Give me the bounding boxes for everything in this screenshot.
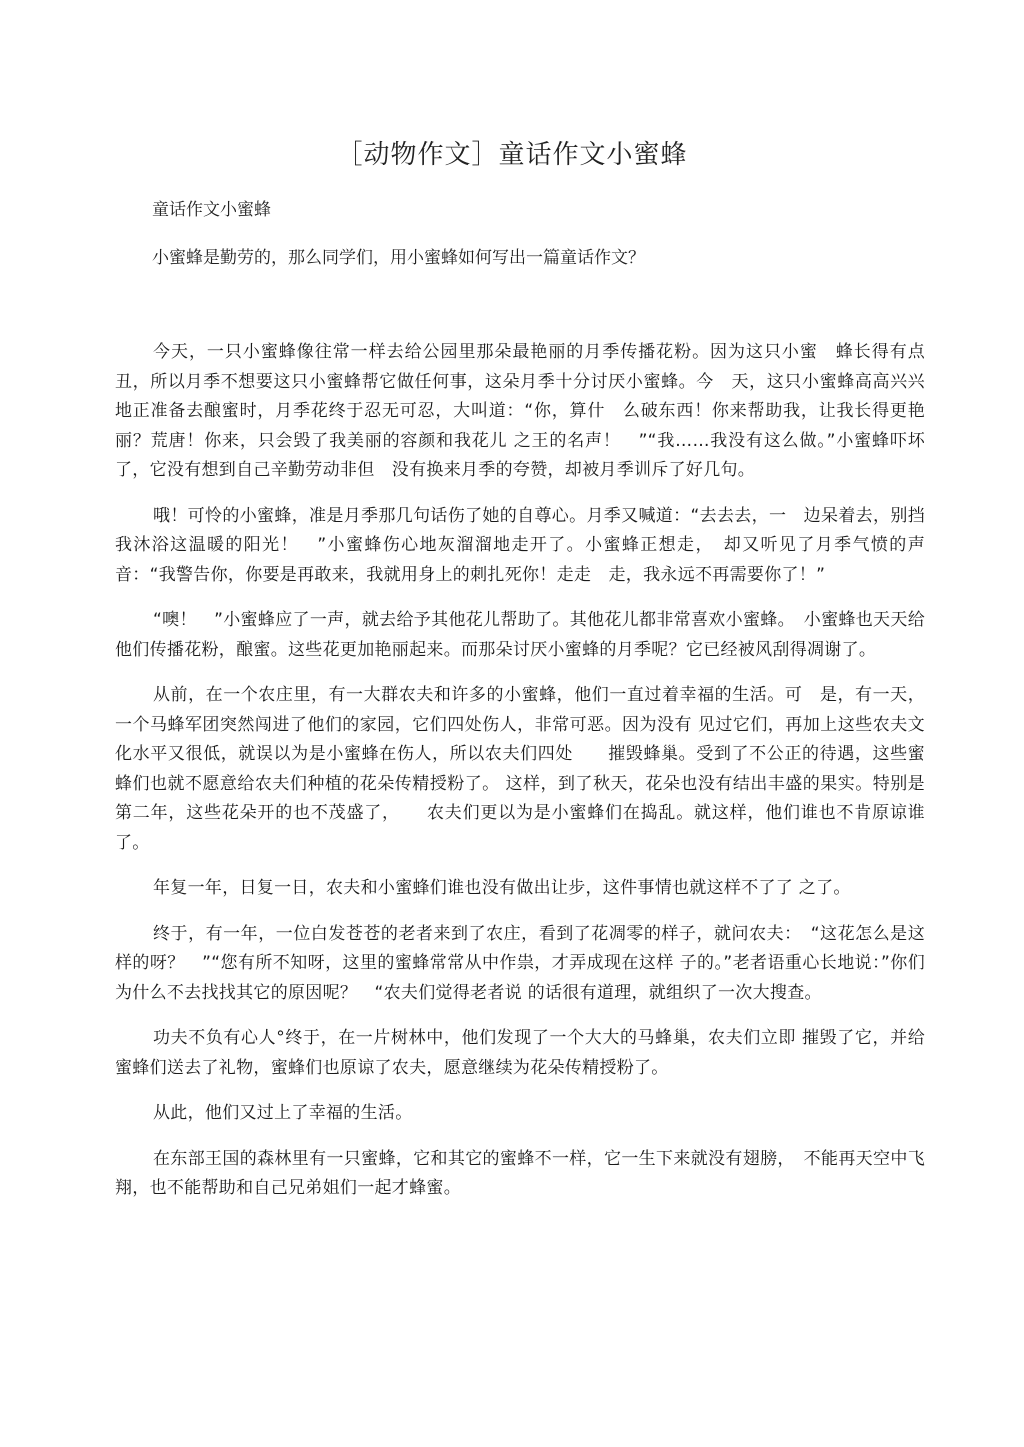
article-body (115, 338, 925, 1220)
paragraph-1: 今天，一只小蜜蜂像往常一样去给公园里那朵最艳丽的月季传播花粉。因为这只小蜜 蜂长得有点丑，所以月季不想要这只小蜜蜂帮它做任何事，这朵月季十分讨厌小蜜蜂。今 天，这只小蜜蜂高高兴兴地正准备去酿蜜时，月季花终于忍无可忍，大叫道：“你，算什 么破东西！你来帮助我，让我长得更艳丽？荒唐！你来，只会毁了我美丽的容颜和我花儿 之王的名声！ ”“我……我没有这么做。”小蜜蜂吓坏了，它没有想到自己辛勤劳动非但 没有换来月季的夸赞，却被月季训斥了好几句。 (115, 342, 925, 480)
intro-paragraph: 小蜜蜂是勤劳的，那么同学们，用小蜜蜂如何写出一篇童话作文？ (152, 248, 645, 268)
paragraph-2: 哦！可怜的小蜜蜂，准是月季那几句话伤了她的自尊心。月季又喊道：“去去去，一 边呆着去，别挡我沐浴这温暖的阳光！ ”小蜜蜂伤心地灰溜溜地走开了。小蜜蜂正想走， 却又听见了月季气愤的声音：“我警告你，你要是再敢来，我就用身上的刺扎死你！走走 走，我永远不再需要你了！” (115, 505, 925, 585)
paragraph-5: 年复一年，日复一日，农夫和小蜜蜂们谁也没有做出让步，这件事情也就这样不了了 之了。 (153, 878, 851, 898)
paragraph-8: 从此，他们又过上了幸福的生活。 (153, 1103, 413, 1123)
paragraph-7: 功夫不负有心人°终于，在一片树林中，他们发现了一个大大的马蜂巢，农夫们立即 摧毁了它，并给蜜蜂们送去了礼物，蜜蜂们也原谅了农夫，愿意继续为花朵传精授粉了。 (115, 1028, 925, 1078)
paragraph-3: “噢！ ”小蜜蜂应了一声，就去给予其他花儿帮助了。其他花儿都非常喜欢小蜜蜂。 小蜜蜂也天天给他们传播花粉，酿蜜。这些花更加艳丽起来。而那朵讨厌小蜜蜂的月季呢？它已经被风刮得凋谢了。 (115, 610, 925, 660)
paragraph-9: 在东部王国的森林里有一只蜜蜂，它和其它的蜜蜂不一样，它一生下来就没有翅膀， 不能再天空中飞翔，也不能帮助和自己兄弟姐们一起才蜂蜜。 (115, 1148, 925, 1198)
document-subtitle: 童话作文小蜜蜂 (152, 200, 271, 220)
document-title: ［动物作文］童话作文小蜜蜂 (336, 140, 688, 170)
paragraph-6: 终于，有一年，一位白发苍苍的老者来到了农庄，看到了花凋零的样子，就问农夫： “这花怎么是这样的呀？ ”“您有所不知呀，这里的蜜蜂常常从中作祟，才弄成现在这样 子的。”老者语重心长地说：”你们为什么不去找找其它的原因呢？ “农夫们觉得老者说 的话很有道理，就组织了一次大搜查。 (115, 923, 925, 1003)
paragraph-4: 从前，在一个农庄里，有一大群农夫和许多的小蜜蜂，他们一直过着幸福的生活。可 是，有一天，一个马蜂军团突然闯进了他们的家园，它们四处伤人，非常可恶。因为没有 见过它们，再加上这些农夫文化水平又很低，就误以为是小蜜蜂在伤人，所以农夫们四处 摧毁蜂巢。受到了不公正的待遇，这些蜜蜂们也就不愿意给农夫们种植的花朵传精授粉了。 这样，到了秋天，花朵也没有结出丰盛的果实。特别是第二年，这些花朵开的也不茂盛了， 农夫们更以为是小蜜蜂们在捣乱。就这样，他们谁也不肯原谅谁了。 (115, 685, 925, 853)
